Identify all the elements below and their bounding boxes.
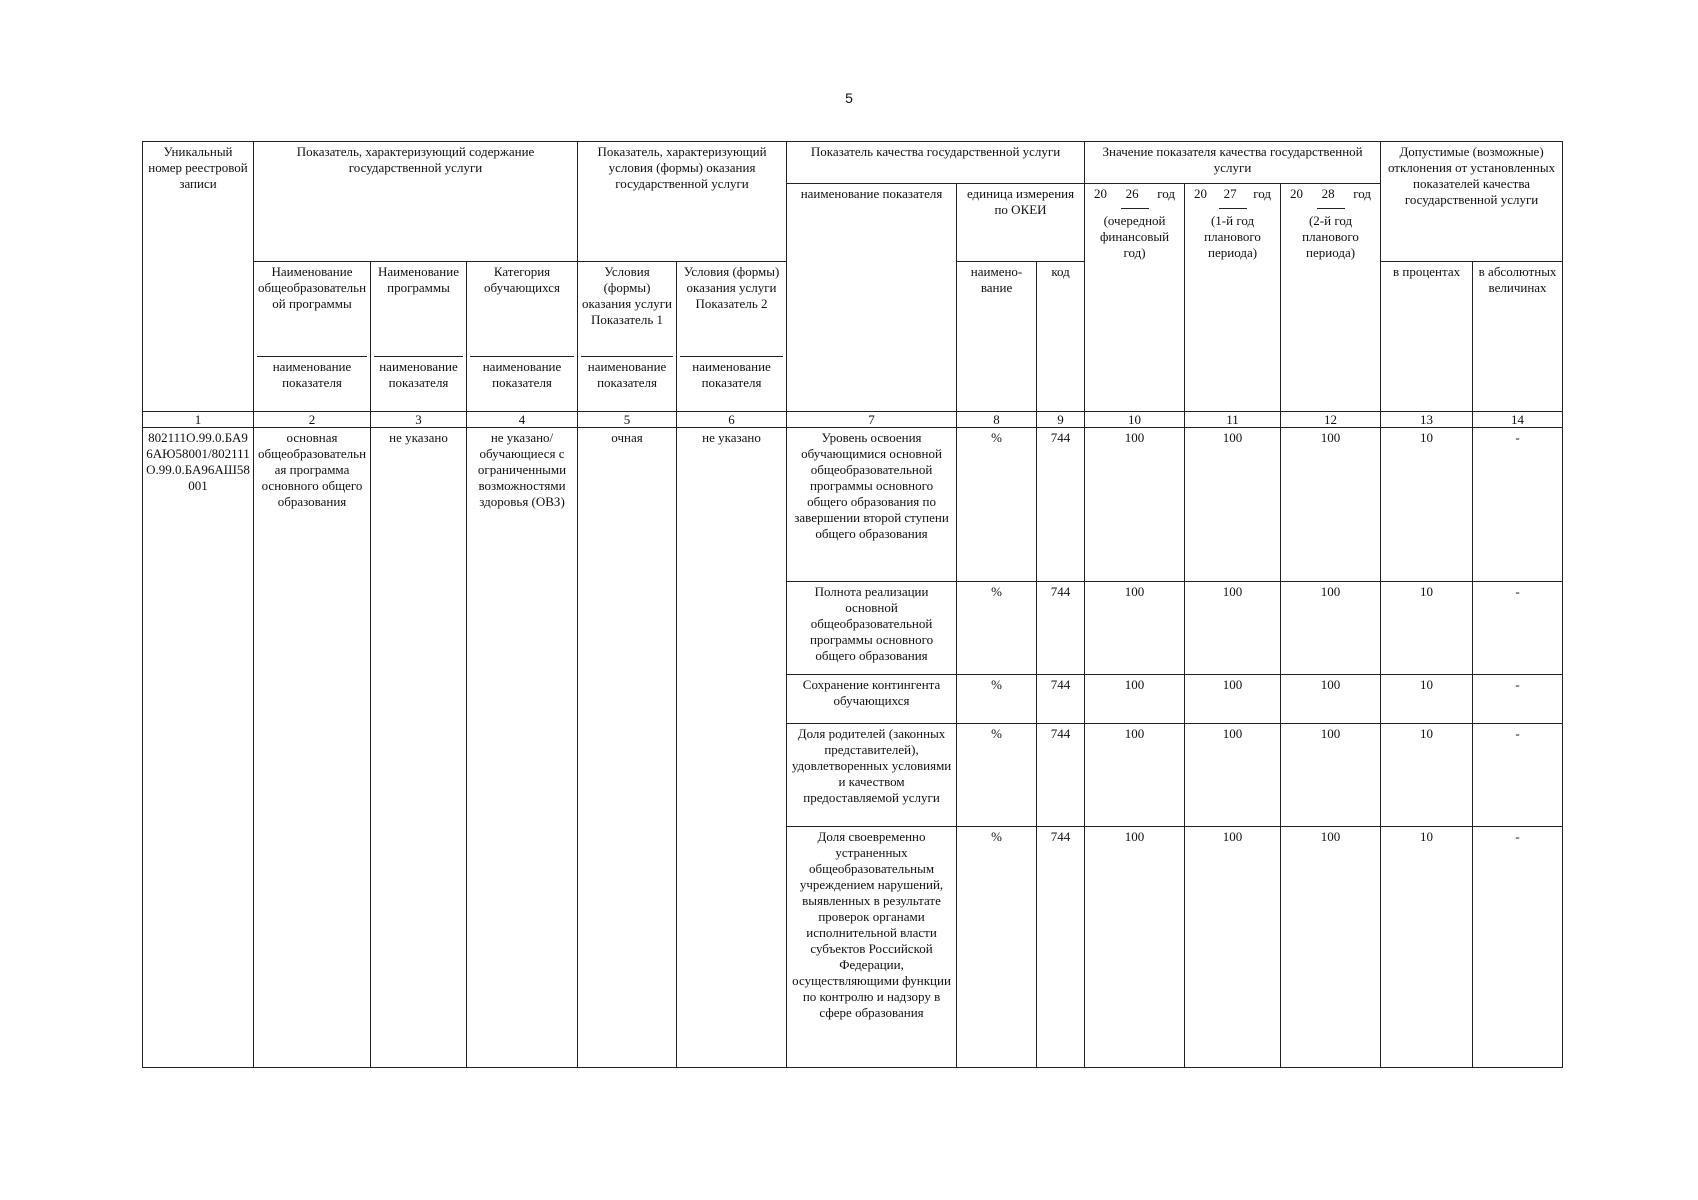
indicator-name: Сохранение контингента обучающихся bbox=[787, 675, 957, 724]
column-number: 12 bbox=[1281, 412, 1381, 428]
year2-underline bbox=[1219, 208, 1247, 209]
indicator-code: 744 bbox=[1037, 428, 1085, 582]
deviation-percent: 10 bbox=[1381, 724, 1473, 827]
indicator-name: Уровень освоения обучающимися основной общеобразовательной программы основного общего образования по завершении второй ступени общего образования bbox=[787, 428, 957, 582]
header-sub-cond2 bbox=[677, 262, 787, 412]
value-year-3: 100 bbox=[1281, 724, 1381, 827]
record-cond2: не указано bbox=[677, 428, 787, 1068]
value-year-2: 100 bbox=[1185, 724, 1281, 827]
header-unique-number: Уникальный номер реестровой записи bbox=[143, 142, 254, 412]
indicator-code: 744 bbox=[1037, 582, 1085, 675]
indicator-code: 744 bbox=[1037, 675, 1085, 724]
header-year-1 bbox=[1085, 184, 1185, 412]
sub-cond1-indicator: наименование показателя bbox=[581, 356, 673, 391]
header-quality-value: Значение показателя качества государственной услуги bbox=[1085, 142, 1381, 184]
value-year-3: 100 bbox=[1281, 827, 1381, 1068]
deviation-absolute: - bbox=[1473, 827, 1563, 1068]
header-unit-name: наимено-вание bbox=[957, 262, 1037, 412]
sub-category-indicator: наименование показателя bbox=[470, 356, 574, 391]
year1-num: 26 bbox=[1125, 186, 1139, 201]
sub-cond2-indicator: наименование показателя bbox=[680, 356, 783, 391]
deviation-absolute: - bbox=[1473, 428, 1563, 582]
year2-prefix: 20 bbox=[1194, 186, 1208, 201]
column-number: 5 bbox=[578, 412, 677, 428]
sub-cond2-label: Условия (формы) оказания услуги Показатель 2 bbox=[683, 264, 780, 311]
sub-program-name-label: Наименование общеобразовательной программы bbox=[257, 264, 367, 311]
year1-word: год bbox=[1157, 186, 1176, 201]
deviation-percent: 10 bbox=[1381, 675, 1473, 724]
header-unit-okei: единица измерения по ОКЕИ bbox=[957, 184, 1085, 262]
deviation-absolute: - bbox=[1473, 724, 1563, 827]
header-year-3 bbox=[1281, 184, 1381, 412]
value-year-2: 100 bbox=[1185, 428, 1281, 582]
year2-num: 27 bbox=[1223, 186, 1237, 201]
column-number: 3 bbox=[371, 412, 467, 428]
deviation-percent: 10 bbox=[1381, 827, 1473, 1068]
value-year-1: 100 bbox=[1085, 675, 1185, 724]
header-sub-program-name bbox=[254, 262, 371, 412]
sub-program-indicator: наименование показателя bbox=[374, 356, 463, 391]
deviation-absolute: - bbox=[1473, 582, 1563, 675]
indicator-name: Доля своевременно устраненных общеобразовательным учреждением нарушений, выявленных в результате проверок органами исполнительной власти субъектов Российской Федерации, осуществляющими функции по контролю и надзору в сфере образования bbox=[787, 827, 957, 1068]
record-category: не указано/обучающиеся с ограниченными возможностями здоровья (ОВЗ) bbox=[467, 428, 578, 1068]
year1-underline bbox=[1121, 208, 1149, 209]
value-year-2: 100 bbox=[1185, 582, 1281, 675]
year3-num: 28 bbox=[1321, 186, 1335, 201]
year3-word: год bbox=[1353, 186, 1372, 201]
indicator-code: 744 bbox=[1037, 724, 1085, 827]
indicator-unit: % bbox=[957, 827, 1037, 1068]
year3-note: (2-й год планового периода) bbox=[1302, 213, 1359, 260]
indicator-name: Полнота реализации основной общеобразовательной программы основного общего образования bbox=[787, 582, 957, 675]
record-id: 802111О.99.0.БА96АЮ58001/802111О.99.0.БА96АШ58001 bbox=[143, 428, 254, 1068]
deviation-percent: 10 bbox=[1381, 582, 1473, 675]
year2-word: год bbox=[1253, 186, 1272, 201]
header-percent: в процентах bbox=[1381, 262, 1473, 412]
value-year-2: 100 bbox=[1185, 675, 1281, 724]
column-number: 7 bbox=[787, 412, 957, 428]
indicator-unit: % bbox=[957, 675, 1037, 724]
year2-note: (1-й год планового периода) bbox=[1204, 213, 1261, 260]
header-absolute: в абсолютных величинах bbox=[1473, 262, 1563, 412]
value-year-3: 100 bbox=[1281, 428, 1381, 582]
column-number: 6 bbox=[677, 412, 787, 428]
indicator-name: Доля родителей (законных представителей), удовлетворенных условиями и качеством предоставляемой услуги bbox=[787, 724, 957, 827]
value-year-2: 100 bbox=[1185, 827, 1281, 1068]
record-cond1: очная bbox=[578, 428, 677, 1068]
value-year-1: 100 bbox=[1085, 428, 1185, 582]
year3-prefix: 20 bbox=[1290, 186, 1304, 201]
header-content-indicator: Показатель, характеризующий содержание государственной услуги bbox=[254, 142, 578, 262]
record-program-name: основная общеобразовательная программа основного общего образования bbox=[254, 428, 371, 1068]
header-indicator-name: наименование показателя bbox=[787, 184, 957, 412]
header-year-2 bbox=[1185, 184, 1281, 412]
deviation-percent: 10 bbox=[1381, 428, 1473, 582]
header-quality-indicator: Показатель качества государственной услуги bbox=[787, 142, 1085, 184]
quality-indicators-table bbox=[142, 141, 1563, 1068]
header-sub-cond1 bbox=[578, 262, 677, 412]
header-unit-code: код bbox=[1037, 262, 1085, 412]
column-number: 14 bbox=[1473, 412, 1563, 428]
header-sub-category bbox=[467, 262, 578, 412]
indicator-unit: % bbox=[957, 582, 1037, 675]
sub-program-label: Наименование программы bbox=[378, 264, 459, 295]
year1-prefix: 20 bbox=[1094, 186, 1108, 201]
value-year-3: 100 bbox=[1281, 582, 1381, 675]
value-year-1: 100 bbox=[1085, 582, 1185, 675]
sub-cond1-label: Условия (формы) оказания услуги Показатель 1 bbox=[582, 264, 672, 327]
column-number: 2 bbox=[254, 412, 371, 428]
deviation-absolute: - bbox=[1473, 675, 1563, 724]
table-row bbox=[143, 428, 1563, 582]
header-sub-program bbox=[371, 262, 467, 412]
value-year-3: 100 bbox=[1281, 675, 1381, 724]
column-number: 8 bbox=[957, 412, 1037, 428]
value-year-1: 100 bbox=[1085, 827, 1185, 1068]
column-number-row bbox=[143, 412, 1563, 428]
indicator-unit: % bbox=[957, 724, 1037, 827]
sub-program-name-indicator: наименование показателя bbox=[257, 356, 367, 391]
column-number: 11 bbox=[1185, 412, 1281, 428]
header-conditions-indicator: Показатель, характеризующий условия (формы) оказания государственной услуги bbox=[578, 142, 787, 262]
year3-underline bbox=[1317, 208, 1345, 209]
column-number: 1 bbox=[143, 412, 254, 428]
column-number: 9 bbox=[1037, 412, 1085, 428]
sub-category-label: Категория обучающихся bbox=[484, 264, 560, 295]
column-number: 10 bbox=[1085, 412, 1185, 428]
column-number: 13 bbox=[1381, 412, 1473, 428]
page-number: 5 bbox=[845, 90, 853, 106]
record-program: не указано bbox=[371, 428, 467, 1068]
year1-note: (очередной финансовый год) bbox=[1099, 213, 1170, 260]
header-deviations: Допустимые (возможные) отклонения от установленных показателей качества государственной услуги bbox=[1381, 142, 1563, 262]
value-year-1: 100 bbox=[1085, 724, 1185, 827]
indicator-code: 744 bbox=[1037, 827, 1085, 1068]
indicator-unit: % bbox=[957, 428, 1037, 582]
column-number: 4 bbox=[467, 412, 578, 428]
